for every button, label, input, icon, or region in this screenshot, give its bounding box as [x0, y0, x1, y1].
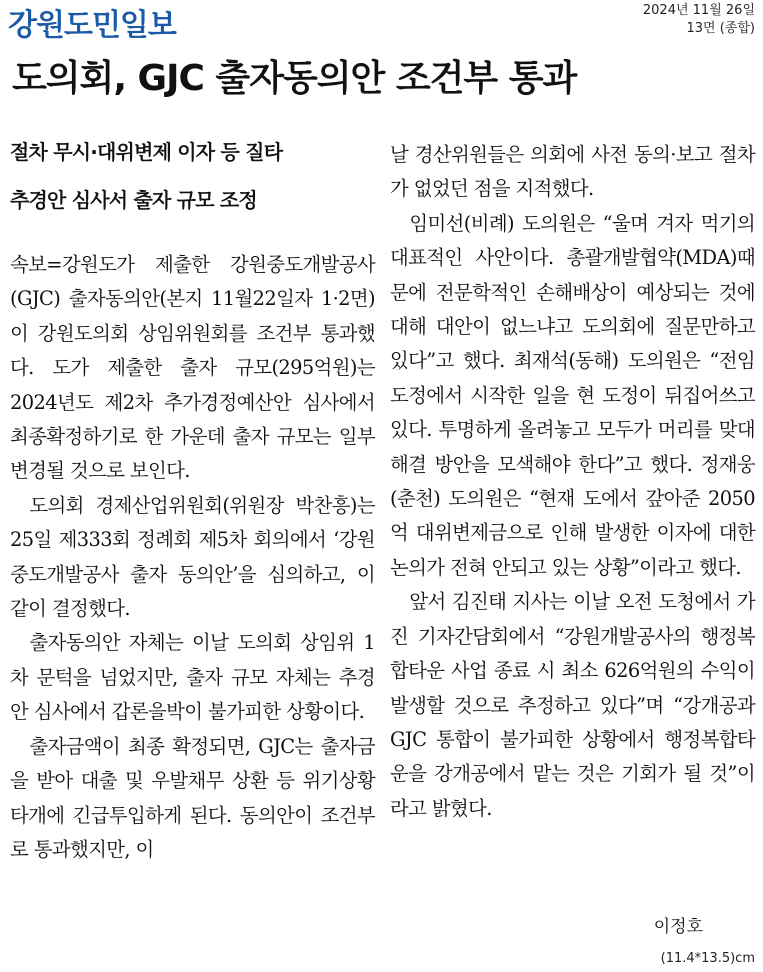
page-section: 13면 (종합)	[686, 21, 755, 36]
publish-date: 2024년 11월 26일	[642, 3, 755, 18]
body-paragraph: 날 경산위원들은 의회에 사전 동의·보고 절차가 없었던 점을 지적했다.	[390, 143, 755, 201]
body-paragraph: 임미선(비례) 도의원은 “울며 겨자 먹기의 대표적인 사안이다. 총괄개발협약(MDA)때문에 전문학적인 손해배상이 예상되는 것에 대해 대안이 없느냐고 도의회에 질문만하고 있다”고 했다. 최재석(동해) 도의원은 “전임도정에서 시작한 일을 현 도정이 뒤집어쓰고 있다. 투명하게 올려놓고 모두가 머리를 맞대 해결 방안을 모색해야 한다”고 했다. 정재웅(춘천) 도의원은 “현재 도에서 갚아준 2050억 대위변제금으로 인해 발생한 이자에 대한 논의가 전혀 안되고 있는 상황”이라고 했다.	[390, 211, 755, 579]
article-headline: 도의회, GJC 출자동의안 조건부 통과	[12, 58, 577, 99]
body-paragraph: 앞서 김진태 지사는 이날 오전 도청에서 가진 기자간담회에서 “강원개발공사의 행정복합타운 사업 종료 시 최소 626억원의 수익이 발생할 것으로 추정하고 있다”며 “강개공과 GJC 통합이 불가피한 상황에서 행정복합타운을 강개공에서 맡는 것은 기회가 될 것”이라고 밝혔다.	[390, 590, 755, 820]
subheadline-2: 추경안 심사서 출자 규모 조정	[10, 188, 257, 212]
body-paragraph: 출자동의안 자체는 이날 도의회 상임위 1차 문턱을 넘었지만, 출자 규모 자체는 추경안 심사에서 갑론을박이 불가피한 상황이다.	[10, 631, 375, 724]
body-paragraph: 출자금액이 최종 확정되면, GJC는 출자금을 받아 대출 및 우발채무 상환 등 위기상황 타개에 긴급투입하게 된다. 동의안이 조건부로 통과했지만, 이	[10, 734, 375, 861]
reporter-byline: 이정호	[653, 917, 703, 937]
newspaper-masthead: 강원도민일보	[8, 8, 176, 43]
subheadline-1: 절차 무시·대위변제 이자 등 질타	[10, 140, 283, 164]
clipping-size-note: (11.4*13.5)cm	[660, 951, 755, 966]
article-column-left	[10, 128, 375, 867]
date-info	[643, 2, 755, 38]
body-paragraph: 도의회 경제산업위원회(위원장 박찬흥)는 25일 제333회 정례회 제5차 회의에서 ‘강원중도개발공사 출자 동의안’을 심의하고, 이 같이 결정했다.	[10, 493, 375, 621]
article-column-right	[390, 138, 755, 826]
body-paragraph: 속보=강원도가 제출한 강원중도개발공사(GJC) 출자동의안(본지 11월22일자 1·2면)이 강원도의회 상임위원회를 조건부 통과했다. 도가 제출한 출자 규모(295억원)는 2024년도 제2차 추가경정예산안 심사에서 최종확정하기로 한 가운데 출자 규모는 일부 변경될 것으로 보인다.	[10, 253, 375, 483]
